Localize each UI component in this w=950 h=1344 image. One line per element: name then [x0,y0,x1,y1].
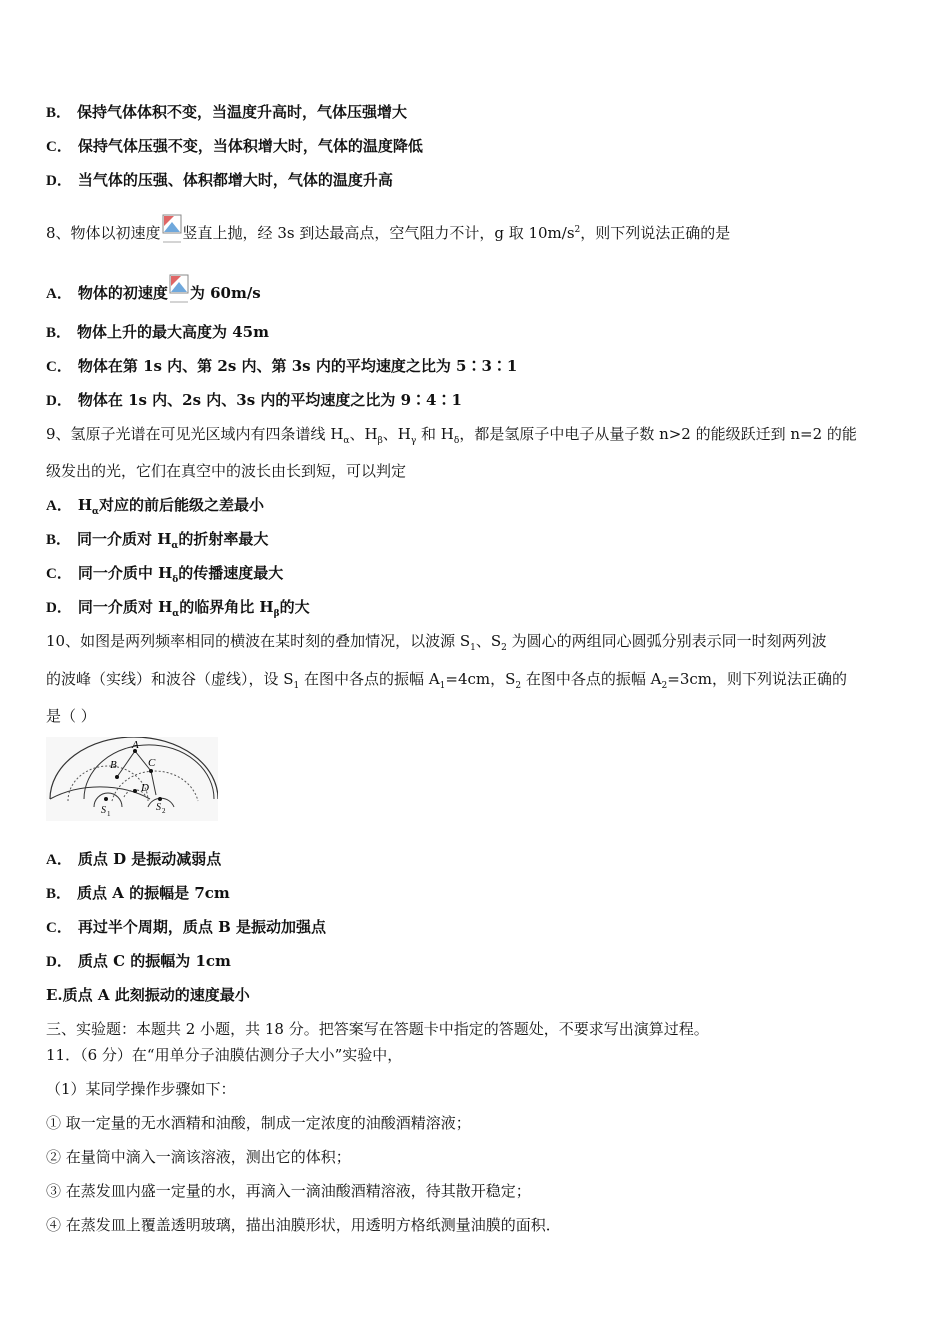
q10-option-b [46,883,230,904]
broken-image-icon [169,274,189,304]
subscript: δ [172,575,179,585]
superscript: 2 [574,225,581,235]
q9-option-a [46,495,264,516]
option-text: 的传播速度最大 [178,564,284,582]
q10-stem-line3 [46,706,96,726]
option-text: 为 60m/s [189,284,261,302]
stem-text: 8、物体以初速度 [46,224,161,242]
q11-step-3 [46,1181,531,1201]
subscript: γ [410,436,417,446]
q9-stem-line1 [46,424,857,444]
q8-stem [46,214,730,244]
subscript: 2 [501,643,507,653]
option-label: B． [46,105,72,121]
stem-text: 在图中各点的振幅 A [521,670,662,688]
q11-step-4 [46,1215,561,1235]
q11-stem [46,1045,402,1065]
stem-text: 和 H [416,425,454,443]
option-label: A． [46,498,72,514]
subscript: 1 [293,681,300,691]
option-text: E.质点 A 此刻振动的速度最小 [46,986,250,1004]
q10-option-d [46,951,231,972]
point-c [149,769,153,773]
step-text: ④ 在蒸发皿上覆盖透明玻璃，描出油膜形状，用透明方格纸测量油膜的面积． [46,1216,561,1234]
q9-option-d [46,597,310,618]
stem-text: 的波峰（实线）和波谷（虚线），设 S [46,670,294,688]
option-label: D． [46,600,72,616]
stem-text: 在图中各点的振幅 A [299,670,440,688]
label-d: D [141,782,149,794]
step-text: ② 在量筒中滴入一滴该溶液，测出它的体积； [46,1148,351,1166]
option-text: 物体在 1s 内、2s 内、3s 内的平均速度之比为 9∶4∶1 [77,391,462,409]
option-text: 当气体的压强、体积都增大时，气体的温度升高 [77,171,393,189]
stem-text: 10、如图是两列频率相同的横波在某时刻的叠加情况，以波源 S [46,632,471,650]
option-text: 再过半个周期，质点 B 是振动加强点 [77,918,326,936]
stem-text: 、H [349,425,378,443]
option-label: C． [46,920,72,936]
label-b: B [110,759,117,771]
option-text: 物体上升的最大高度为 45m [77,323,269,341]
stem-text: 级发出的光，它们在真空中的波长由长到短，可以判定 [46,462,407,480]
option-label: D． [46,954,72,970]
option-text: 同一介质中 H [77,564,173,582]
stem-text: =4cm，S [445,670,516,688]
stem-text: 、H [382,425,411,443]
q8-option-a [46,274,261,304]
stem-text: （1）某同学操作步骤如下： [46,1080,236,1098]
stem-text: 9、氢原子光谱在可见光区域内有四条谱线 H [46,425,344,443]
wave-interference-figure [46,737,218,821]
source-s1 [104,797,108,801]
source-s2 [158,797,162,801]
option-text: 的大 [279,598,310,616]
stem-text: ，则下列说法正确的是 [580,224,731,242]
subscript: α [171,541,179,551]
point-d [133,789,137,793]
stem-text: =3cm，则下列说法正确的 [667,670,847,688]
option-text: 同一介质对 H [77,598,173,616]
option-label: C． [46,139,72,155]
option-text: 物体在第 1s 内、第 2s 内、第 3s 内的平均速度之比为 5∶3∶1 [77,357,518,375]
option-label: D． [46,173,72,189]
option-text: 保持气体压强不变，当体积增大时，气体的温度降低 [77,137,423,155]
stem-text: 是（ ） [46,707,96,725]
option-text: 对应的前后能级之差最小 [98,496,264,514]
stem-text: ，都是氢原子中电子从量子数 n>2 的能级跃迁到 n=2 的能 [459,425,857,443]
q11-subquestion-1 [46,1079,236,1099]
subscript: α [343,436,350,446]
step-text: ① 取一定量的无水酒精和油酸，制成一定浓度的油酸酒精溶液； [46,1114,471,1132]
broken-image-icon [162,214,182,244]
step-text: ③ 在蒸发皿内盛一定量的水，再滴入一滴油酸酒精溶液，待其散开稳定； [46,1182,531,1200]
option-text: 质点 D 是振动减弱点 [77,850,222,868]
label-s1: S [101,805,106,816]
stem-text: 11．（6 分）在“用单分子油膜估测分子大小”实验中， [46,1046,403,1064]
subscript: β [273,609,280,619]
subscript: α [92,507,99,517]
option-label: C． [46,359,72,375]
option-label: A． [46,286,72,302]
q8-option-d [46,390,462,411]
option-text: 物体的初速度 [77,284,168,302]
stem-text: 、S [475,632,502,650]
subscript: β [377,436,383,446]
q9-option-c [46,563,283,584]
option-label: D． [46,393,72,409]
option-text: 的临界角比 H [179,598,274,616]
option-text: 的折射率最大 [178,530,269,548]
option-text: H [77,496,93,514]
subscript: δ [453,436,460,446]
option-label: B． [46,325,72,341]
option-text: 保持气体体积不变，当温度升高时，气体压强增大 [77,103,408,121]
option-label: A． [46,852,72,868]
subscript: 1 [470,643,476,653]
q11-step-1 [46,1113,471,1133]
label-s2: S [156,802,161,813]
option-text: 同一介质对 H [77,530,172,548]
option-label: B． [46,886,72,902]
q9-stem-line2 [46,461,406,481]
label-a: A [132,739,139,751]
q10-option-e [46,985,250,1005]
label-s1-sub: 1 [107,810,111,818]
option-label: C． [46,566,72,582]
label-s2-sub: 2 [162,807,166,815]
heading-text: 三、实验题：本题共 2 小题，共 18 分。把答案写在答题卡中指定的答题处，不要求写出演算过程。 [46,1020,709,1038]
subscript: 1 [439,681,446,691]
q8-option-b [46,322,269,343]
section-heading [46,1019,709,1039]
stem-text: 为圆心的两组同心圆弧分别表示同一时刻两列波 [506,632,827,650]
q9-option-b [46,529,268,550]
option-text: 质点 A 的振幅是 7cm [77,884,230,902]
q10-stem-line1 [46,631,827,651]
q10-stem-line2 [46,669,847,689]
subscript: α [172,609,180,619]
q7-option-c [46,136,423,157]
q7-option-b [46,102,407,123]
subscript: 2 [515,681,522,691]
stem-text: 竖直上抛，经 3s 到达最高点，空气阻力不计，g 取 10m/s [182,224,575,242]
q7-option-d [46,170,393,191]
option-text: 质点 C 的振幅为 1cm [77,952,231,970]
q10-option-c [46,917,326,938]
point-b [115,775,119,779]
subscript: 2 [661,681,668,691]
option-label: B． [46,532,72,548]
q11-step-2 [46,1147,351,1167]
label-c: C [148,757,156,769]
q8-option-c [46,356,517,377]
q10-option-a [46,849,221,870]
